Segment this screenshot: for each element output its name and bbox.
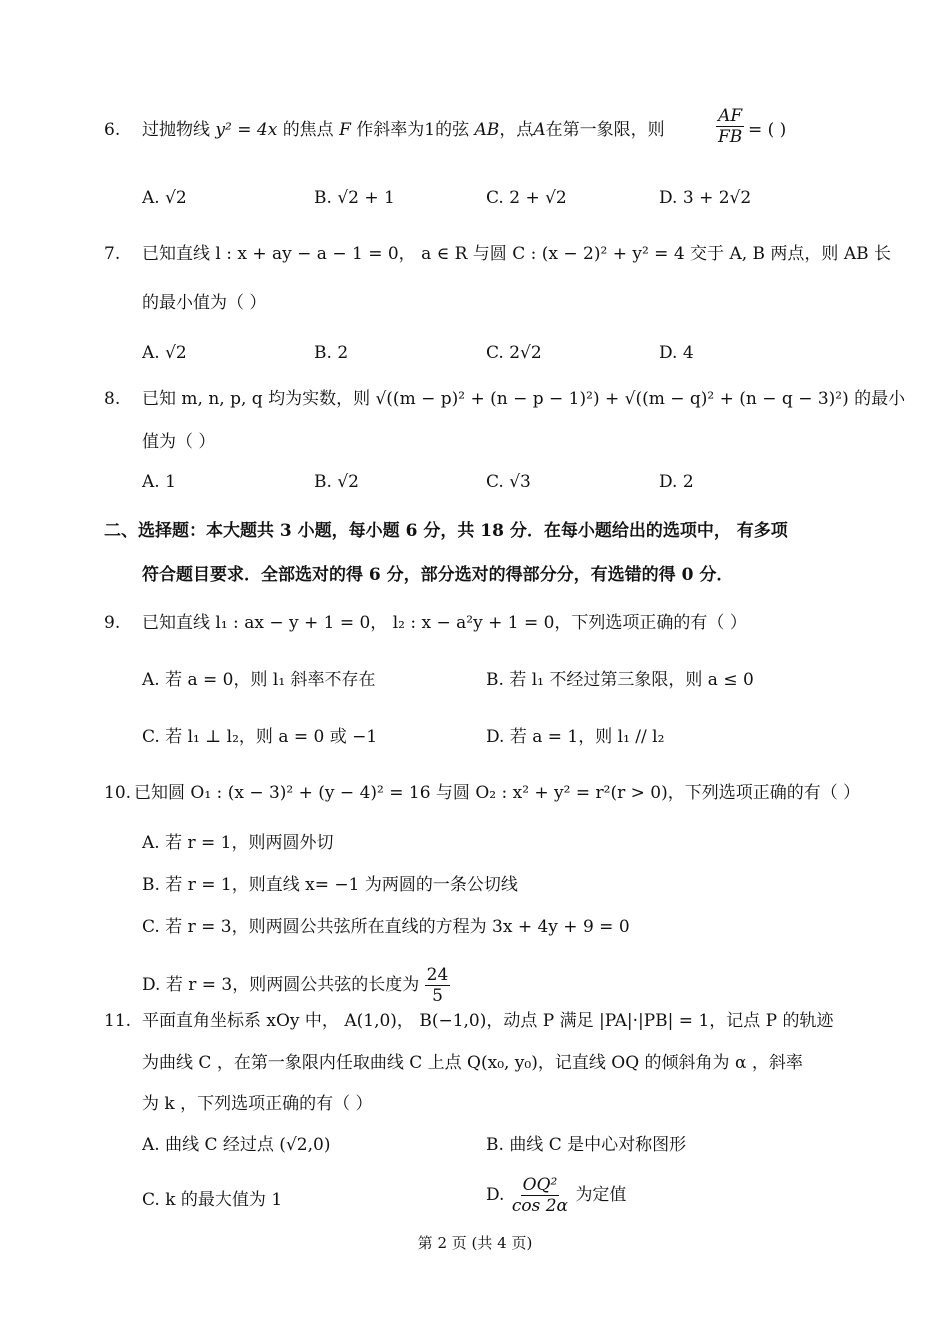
q6-number: 6. bbox=[104, 120, 121, 140]
q9-option-c[interactable]: C. 若 l₁ ⊥ l₂，则 a = 0 或 −1 bbox=[142, 727, 378, 747]
q6-fraction: $\frac{AF}{FB}$ bbox=[718, 106, 743, 147]
q6-option-c[interactable]: C. 2 + √2 bbox=[486, 188, 567, 208]
q6-option-a[interactable]: A. √2 bbox=[142, 188, 187, 208]
q11-line1: 平面直角坐标系 xOy 中， A(1,0)， B(−1,0)，动点 P 满足 |PA|·|PB| = 1，记点 P 的轨迹 bbox=[142, 1011, 834, 1031]
q10-line1: 已知圆 O₁ : (x − 3)² + (y − 4)² = 16 与圆 O₂ : x² + y² = r²(r > 0)，下列选项正确的有（ ） bbox=[134, 783, 861, 803]
q6-stem: 过抛物线 y² = 4x 的焦点 F 作斜率为1的弦 AB，点A在第一象限，则 bbox=[142, 120, 665, 140]
q11-option-d[interactable]: D. $\frac{\text{OQ²}}{\cos 2\alpha}$ 为定值 bbox=[486, 1175, 627, 1216]
q8-option-b[interactable]: B. √2 bbox=[314, 472, 359, 492]
q11-line3: 为 k ，下列选项正确的有（ ） bbox=[142, 1094, 373, 1114]
q9-option-b[interactable]: B. 若 l₁ 不经过第三象限，则 a ≤ 0 bbox=[486, 670, 754, 690]
q10-option-c[interactable]: C. 若 r = 3，则两圆公共弦所在直线的方程为 3x + 4y + 9 = 0 bbox=[142, 917, 630, 937]
q7-option-d[interactable]: D. 4 bbox=[659, 343, 694, 363]
q7-option-c[interactable]: C. 2√2 bbox=[486, 343, 542, 363]
section2-heading-line2: 符合题目要求．全部选对的得 6 分，部分选对的得部分分，有选错的得 0 分． bbox=[142, 565, 734, 585]
q11-line2: 为曲线 C ，在第一象限内任取曲线 C 上点 Q(x₀, y₀)，记直线 OQ 的倾斜角为 α ，斜率 bbox=[142, 1053, 803, 1073]
q6-tail: = ( ) bbox=[748, 120, 787, 140]
q8-line1: 已知 m, n, p, q 均为实数，则 √((m − p)² + (n − p − 1)²) + √((m − q)² + (n − q − 3)²) 的最小 bbox=[142, 389, 906, 409]
q9-number: 9. bbox=[104, 613, 121, 633]
q9-option-d[interactable]: D. 若 a = 1，则 l₁ // l₂ bbox=[486, 727, 665, 747]
q10-option-b[interactable]: B. 若 r = 1，则直线 x= −1 为两圆的一条公切线 bbox=[142, 875, 518, 895]
section2-heading-line1: 二、选择题：本大题共 3 小题，每小题 6 分，共 18 分．在每小题给出的选项中， 有多项 bbox=[104, 521, 788, 541]
q8-number: 8. bbox=[104, 389, 121, 409]
q7-option-a[interactable]: A. √2 bbox=[142, 343, 187, 363]
q11-option-c[interactable]: C. k 的最大值为 1 bbox=[142, 1190, 283, 1210]
q6-option-d[interactable]: D. 3 + 2√2 bbox=[659, 188, 752, 208]
q9-option-a[interactable]: A. 若 a = 0，则 l₁ 斜率不存在 bbox=[142, 670, 376, 690]
q10-option-d[interactable]: D. 若 r = 3，则两圆公共弦的长度为 $\frac{24}{5}$ bbox=[142, 965, 449, 1006]
page-footer: 第 2 页 (共 4 页) bbox=[417, 1234, 533, 1252]
q11-number: 11. bbox=[104, 1011, 132, 1031]
q8-option-a[interactable]: A. 1 bbox=[142, 472, 176, 492]
q7-option-b[interactable]: B. 2 bbox=[314, 343, 349, 363]
q7-number: 7. bbox=[104, 244, 121, 264]
q9-line1: 已知直线 l₁ : ax − y + 1 = 0， l₂ : x − a²y + 1 = 0，下列选项正确的有（ ） bbox=[142, 613, 747, 633]
q11-option-b[interactable]: B. 曲线 C 是中心对称图形 bbox=[486, 1135, 687, 1155]
q10-option-a[interactable]: A. 若 r = 1，则两圆外切 bbox=[142, 833, 334, 853]
q10-number: 10. bbox=[104, 783, 132, 803]
q7-line2: 的最小值为（ ） bbox=[142, 293, 267, 313]
q8-line2: 值为（ ） bbox=[142, 432, 216, 452]
q8-option-d[interactable]: D. 2 bbox=[659, 472, 694, 492]
q11-option-a[interactable]: A. 曲线 C 经过点 (√2,0) bbox=[142, 1135, 331, 1155]
q8-option-c[interactable]: C. √3 bbox=[486, 472, 531, 492]
q6-option-b[interactable]: B. √2 + 1 bbox=[314, 188, 395, 208]
q7-line1: 已知直线 l : x + ay − a − 1 = 0， a ∈ R 与圆 C : (x − 2)² + y² = 4 交于 A, B 两点，则 AB 长 bbox=[142, 244, 891, 264]
